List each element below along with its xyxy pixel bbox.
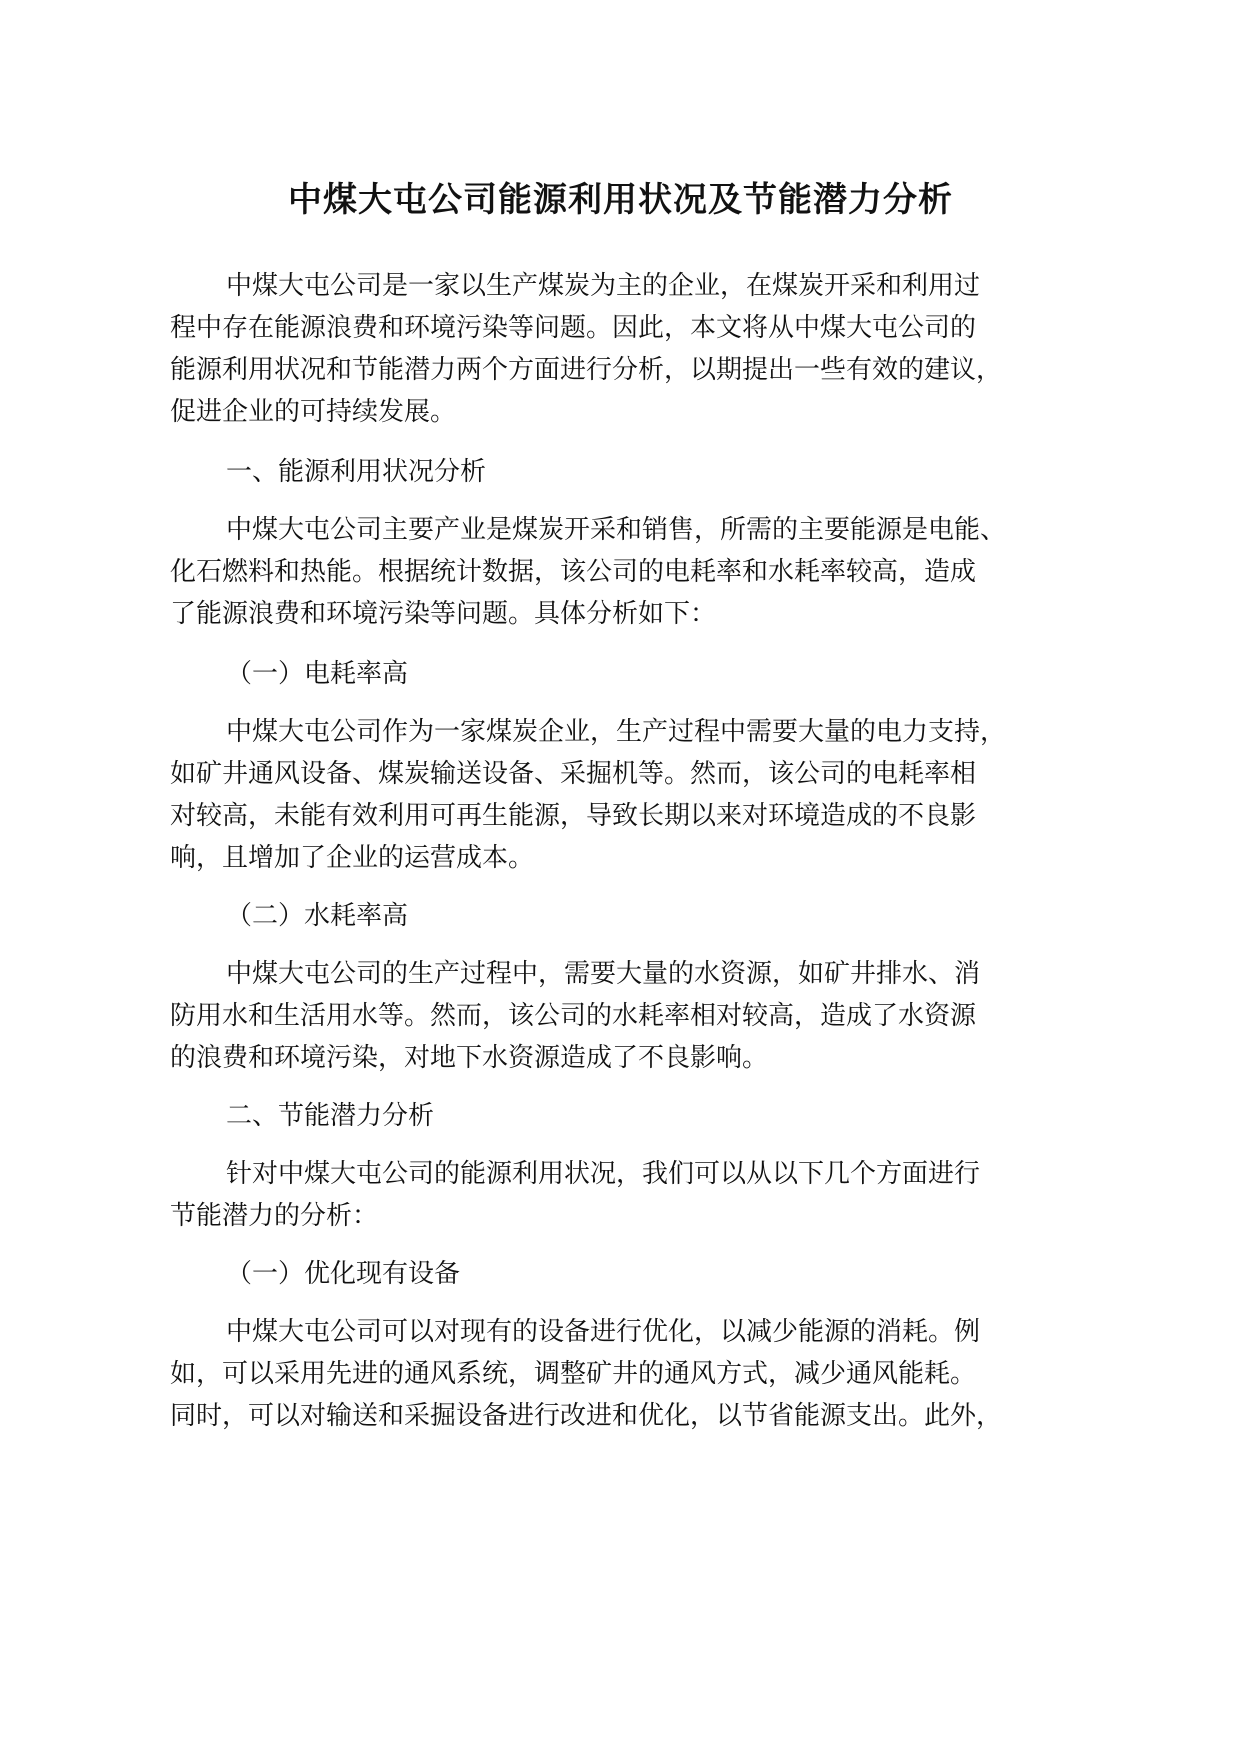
subsection-heading: （一）电耗率高 xyxy=(226,659,409,689)
paragraph-line: 如矿井通风设备、煤炭输送设备、采掘机等。然而，该公司的电耗率相 xyxy=(170,759,977,789)
paragraph-line: 同时，可以对输送和采掘设备进行改进和优化，以节省能源支出。此外， xyxy=(170,1401,1003,1431)
paragraph-line: 对较高，未能有效利用可再生能源，导致长期以来对环境造成的不良影 xyxy=(170,801,977,831)
paragraph-line: 如，可以采用先进的通风系统，调整矿井的通风方式，减少通风能耗。 xyxy=(170,1359,977,1389)
paragraph-line: 程中存在能源浪费和环境污染等问题。因此，本文将从中煤大屯公司的 xyxy=(170,313,977,343)
document-title: 中煤大屯公司能源利用状况及节能潜力分析 xyxy=(288,180,953,220)
paragraph-line: 中煤大屯公司的生产过程中，需要大量的水资源，如矿井排水、消 xyxy=(226,959,981,989)
paragraph-line: 响，且增加了企业的运营成本。 xyxy=(170,843,535,873)
paragraph-line: 促进企业的可持续发展。 xyxy=(170,397,457,427)
paragraph-line: 能源利用状况和节能潜力两个方面进行分析，以期提出一些有效的建议， xyxy=(170,355,1003,385)
subsection-heading: （二）水耗率高 xyxy=(226,901,409,931)
paragraph-line: 中煤大屯公司主要产业是煤炭开采和销售，所需的主要能源是电能、 xyxy=(226,515,1007,545)
paragraph-line: 防用水和生活用水等。然而，该公司的水耗率相对较高，造成了水资源 xyxy=(170,1001,977,1031)
paragraph-line: 中煤大屯公司可以对现有的设备进行优化，以减少能源的消耗。例 xyxy=(226,1317,981,1347)
section-heading: 一、能源利用状况分析 xyxy=(226,457,487,487)
subsection-heading: （一）优化现有设备 xyxy=(226,1259,461,1289)
section-heading: 二、节能潜力分析 xyxy=(226,1101,435,1131)
paragraph-line: 针对中煤大屯公司的能源利用状况，我们可以从以下几个方面进行 xyxy=(226,1159,981,1189)
paragraph-line: 中煤大屯公司是一家以生产煤炭为主的企业，在煤炭开采和利用过 xyxy=(226,271,981,301)
paragraph-line: 的浪费和环境污染，对地下水资源造成了不良影响。 xyxy=(170,1043,769,1073)
paragraph-line: 节能潜力的分析： xyxy=(170,1201,379,1231)
paragraph-line: 了能源浪费和环境污染等问题。具体分析如下： xyxy=(170,599,717,629)
paragraph-line: 化石燃料和热能。根据统计数据，该公司的电耗率和水耗率较高，造成 xyxy=(170,557,977,587)
paragraph-line: 中煤大屯公司作为一家煤炭企业，生产过程中需要大量的电力支持， xyxy=(226,717,1007,747)
